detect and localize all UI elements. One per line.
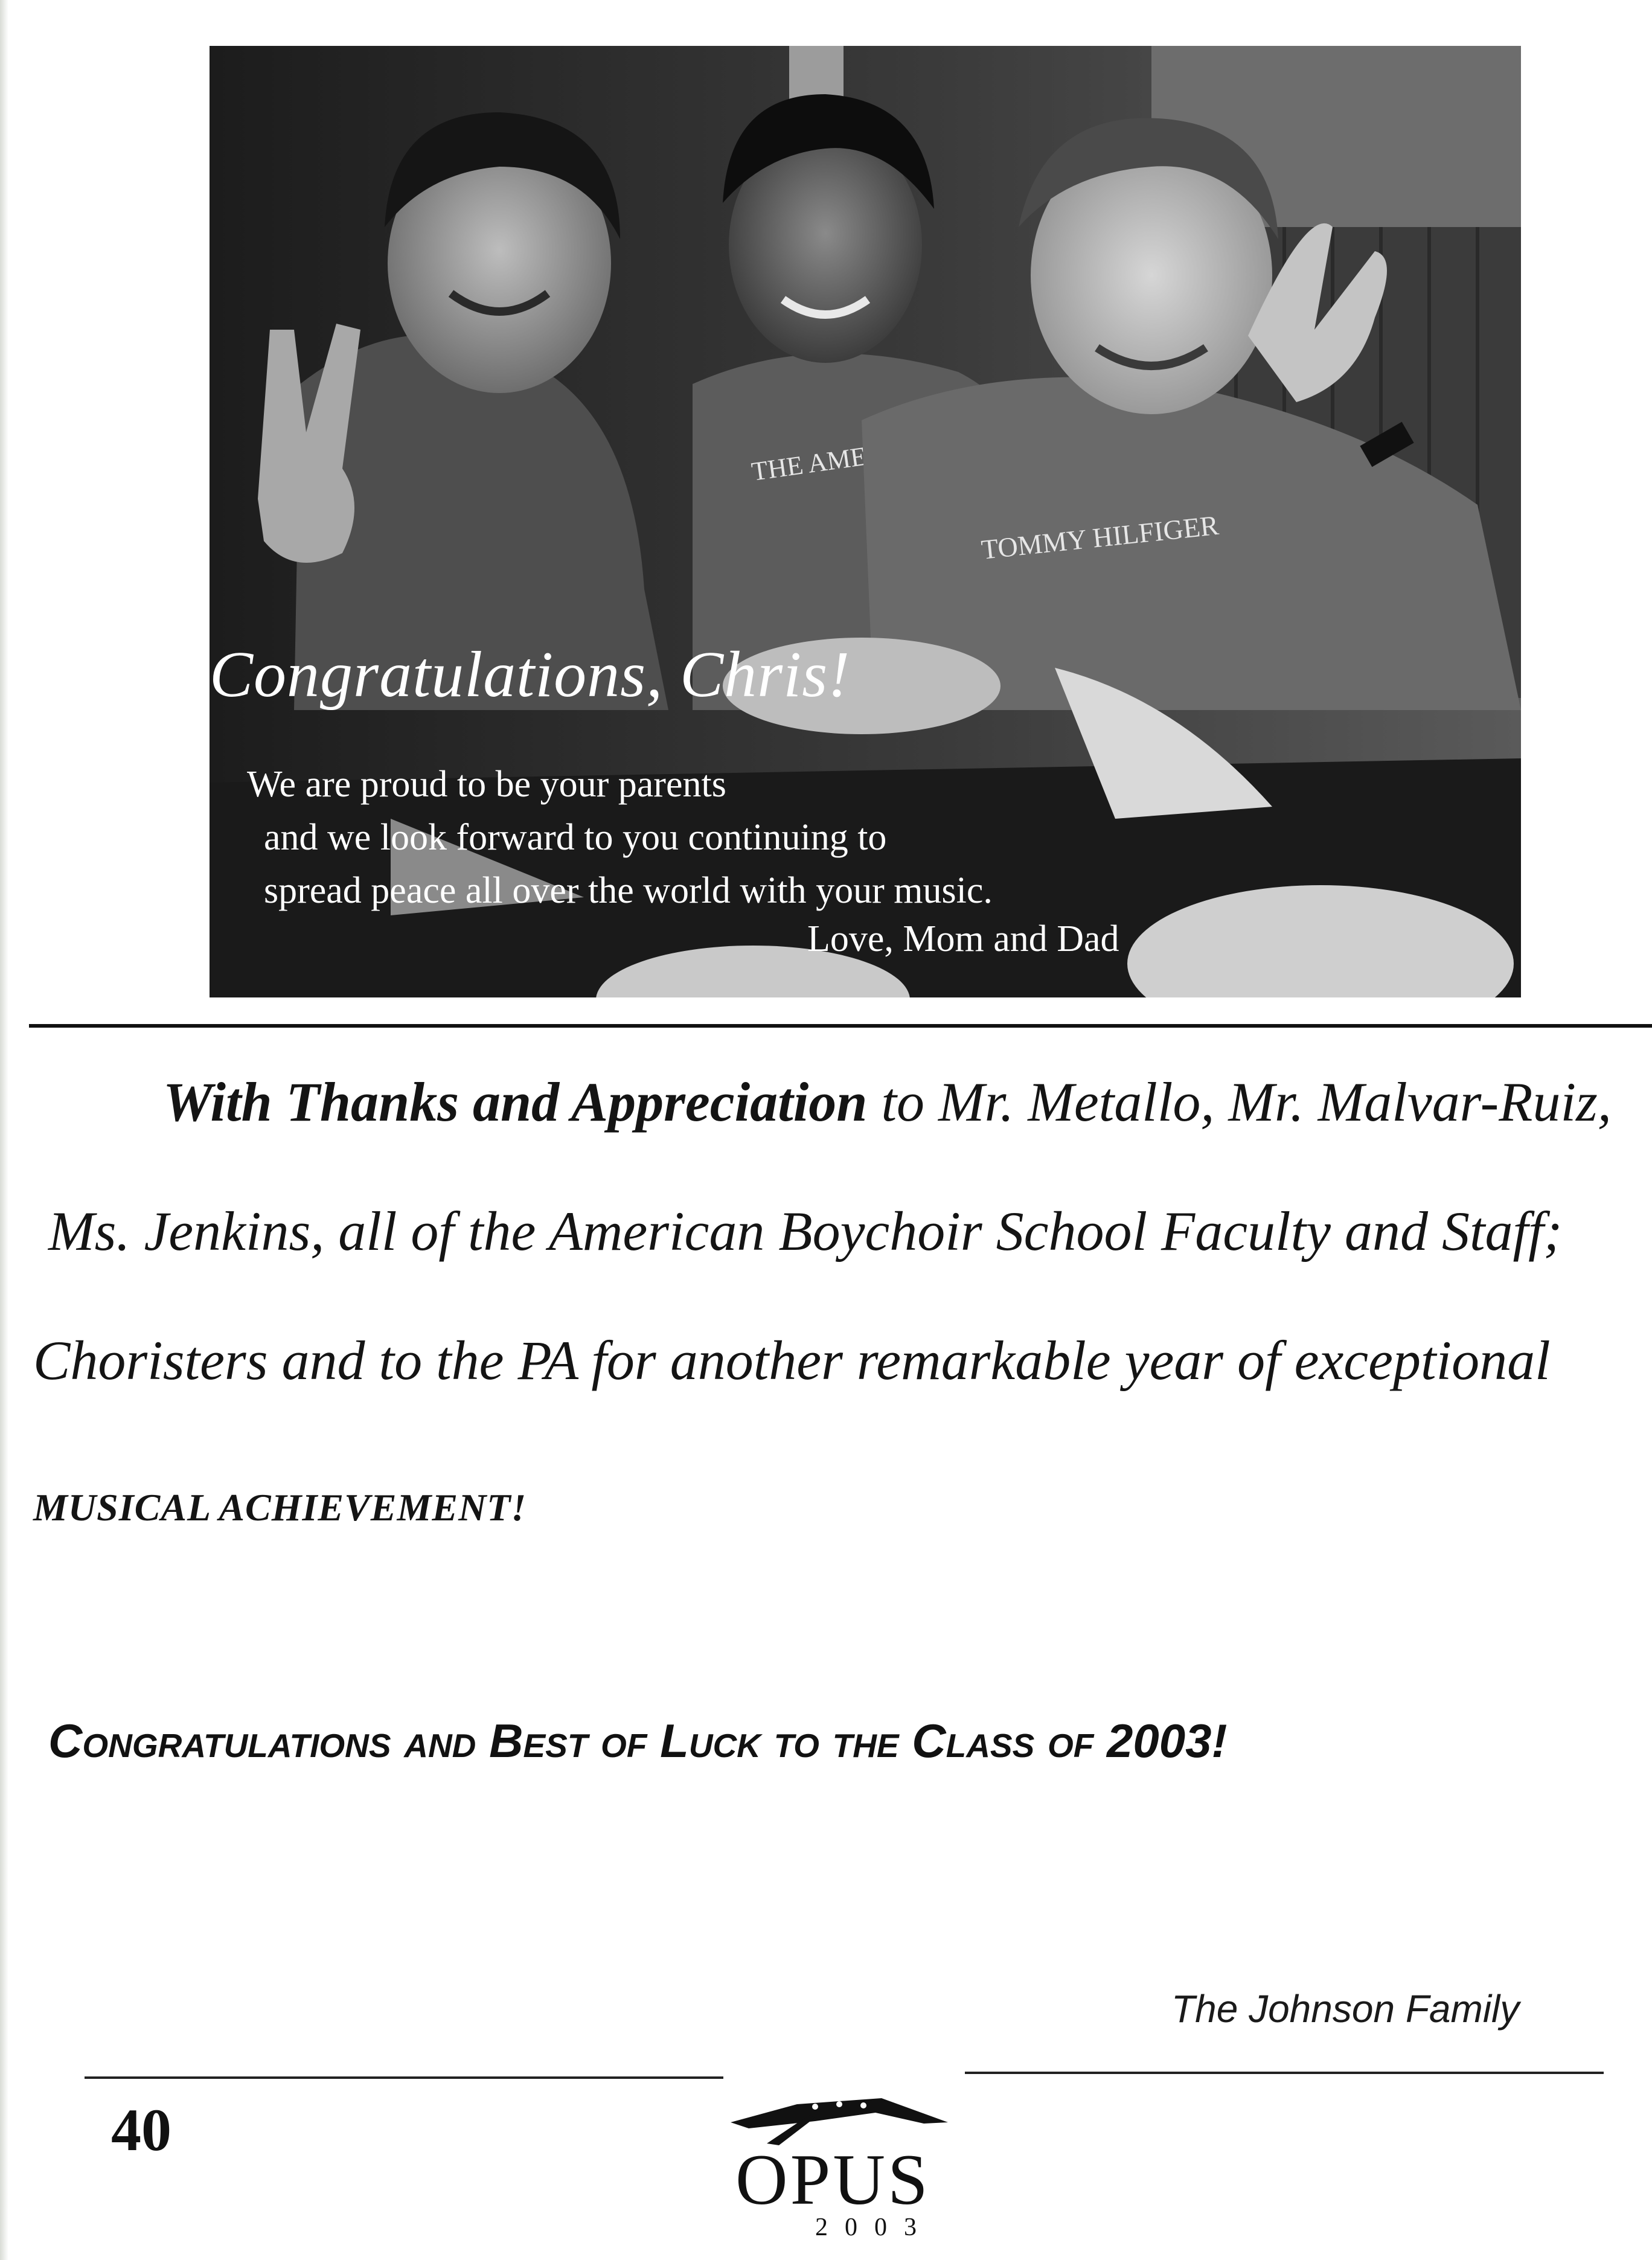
page-gutter — [0, 0, 8, 2260]
message-line-1 — [163, 1070, 1612, 1134]
opus-logo-word: OPUS — [735, 2139, 930, 2220]
message-lead: With Thanks and Appreciation — [163, 1071, 868, 1133]
family-photo — [210, 46, 1521, 997]
caption-title: Congratulations, Chris! — [210, 639, 851, 711]
message-line-4: MUSICAL ACHIEVEMENT! — [33, 1486, 527, 1529]
opus-logo-year: 2003 — [815, 2214, 933, 2241]
message-line-2: Ms. Jenkins, all of the American Boychoir School Faculty and Staff; — [48, 1200, 1563, 1262]
message-line-1-rest: to Mr. Metallo, Mr. Malvar-Ruiz, — [867, 1071, 1612, 1133]
opus-logo — [725, 2086, 966, 2243]
shirt-text-right: TOMMY HILFIGER — [979, 509, 1220, 565]
footer-rule-right — [965, 2072, 1604, 2074]
message-line-3: Choristers and to the PA for another remarkable year of exceptional — [33, 1330, 1551, 1391]
caption-signoff: Love, Mom and Dad — [807, 918, 1119, 959]
section-divider — [29, 1024, 1652, 1028]
footer-rule-left — [85, 2076, 723, 2079]
caption-line: and we look forward to you continuing to — [264, 817, 887, 858]
shirt-text-middle: THE — [749, 450, 805, 487]
congratulations-heading: Congratulations and Best of Luck to the Class of 2003! — [48, 1714, 1228, 1767]
page-number: 40 — [111, 2096, 171, 2163]
caption-line: We are proud to be your parents — [247, 764, 726, 805]
photo-caption — [210, 46, 1521, 997]
caption-line: spread peace all over the world with your music. — [264, 870, 993, 911]
family-signature: The Johnson Family — [1171, 1987, 1520, 2031]
opus-logo-mark — [725, 2086, 966, 2146]
